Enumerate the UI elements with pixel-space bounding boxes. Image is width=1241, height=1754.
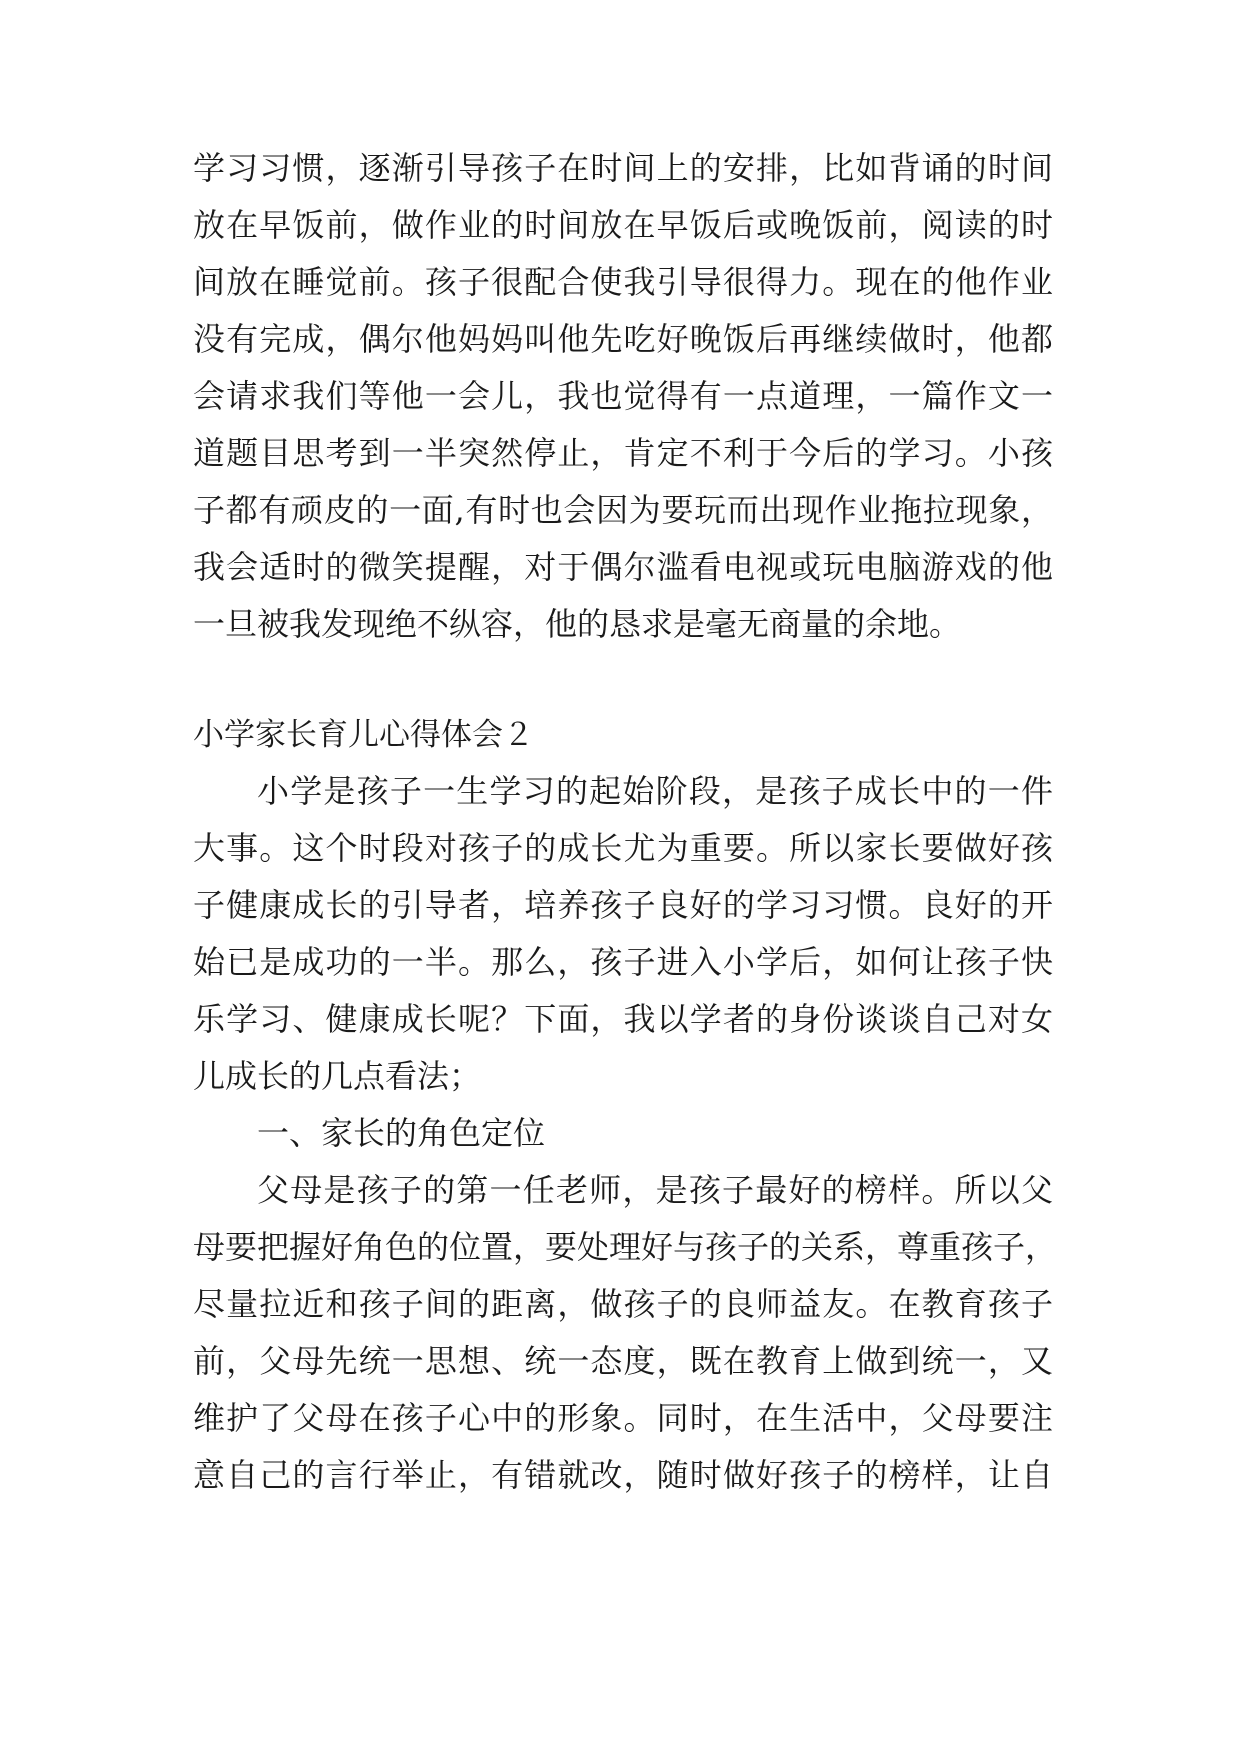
paragraph-line: 会请求我们等他一会儿，我也觉得有一点道理，一篇作文一 [193,377,1053,415]
paragraph-line: 我会适时的微笑提醒，对于偶尔滥看电视或玩电脑游戏的他 [193,548,1053,586]
paragraph-line: 道题目思考到一半突然停止，肯定不利于今后的学习。小孩 [193,434,1053,472]
paragraph-line: 维护了父母在孩子心中的形象。同时，在生活中，父母要注 [193,1399,1053,1437]
paragraph-line: 小学是孩子一生学习的起始阶段，是孩子成长中的一件 [257,772,1053,810]
paragraph-line: 一旦被我发现绝不纵容，他的恳求是毫无商量的余地。 [193,605,962,643]
paragraph-line: 尽量拉近和孩子间的距离，做孩子的良师益友。在教育孩子 [193,1285,1053,1323]
paragraph-line: 没有完成，偶尔他妈妈叫他先吃好晚饭后再继续做时，他都 [193,320,1053,358]
paragraph-line: 前，父母先统一思想、统一态度，既在教育上做到统一，又 [193,1342,1053,1380]
paragraph-line: 父母是孩子的第一任老师，是孩子最好的榜样。所以父 [257,1171,1053,1209]
paragraph-line: 乐学习、健康成长呢？下面，我以学者的身份谈谈自己对女 [193,1000,1053,1038]
paragraph-line: 大事。这个时段对孩子的成长尤为重要。所以家长要做好孩 [193,829,1053,867]
paragraph-line: 意自己的言行举止，有错就改，随时做好孩子的榜样，让自 [193,1456,1053,1494]
paragraph-line: 始已是成功的一半。那么，孩子进入小学后，如何让孩子快 [193,943,1053,981]
paragraph-line: 间放在睡觉前。孩子很配合使我引导很得力。现在的他作业 [193,263,1053,301]
paragraph-line: 儿成长的几点看法； [193,1057,482,1095]
paragraph-line: 母要把握好角色的位置，要处理好与孩子的关系，尊重孩子， [193,1228,1058,1266]
section-title: 小学家长育儿心得体会２ [193,717,534,753]
paragraph-line: 子健康成长的引导者，培养孩子良好的学习习惯。良好的开 [193,886,1053,924]
paragraph-line: 学习习惯，逐渐引导孩子在时间上的安排，比如背诵的时间 [193,149,1053,187]
paragraph-line: 放在早饭前，做作业的时间放在早饭后或晚饭前，阅读的时 [193,206,1053,244]
subheading: 一、家长的角色定位 [257,1114,546,1152]
paragraph-line: 子都有顽皮的一面,有时也会因为要玩而出现作业拖拉现象， [193,491,1053,529]
